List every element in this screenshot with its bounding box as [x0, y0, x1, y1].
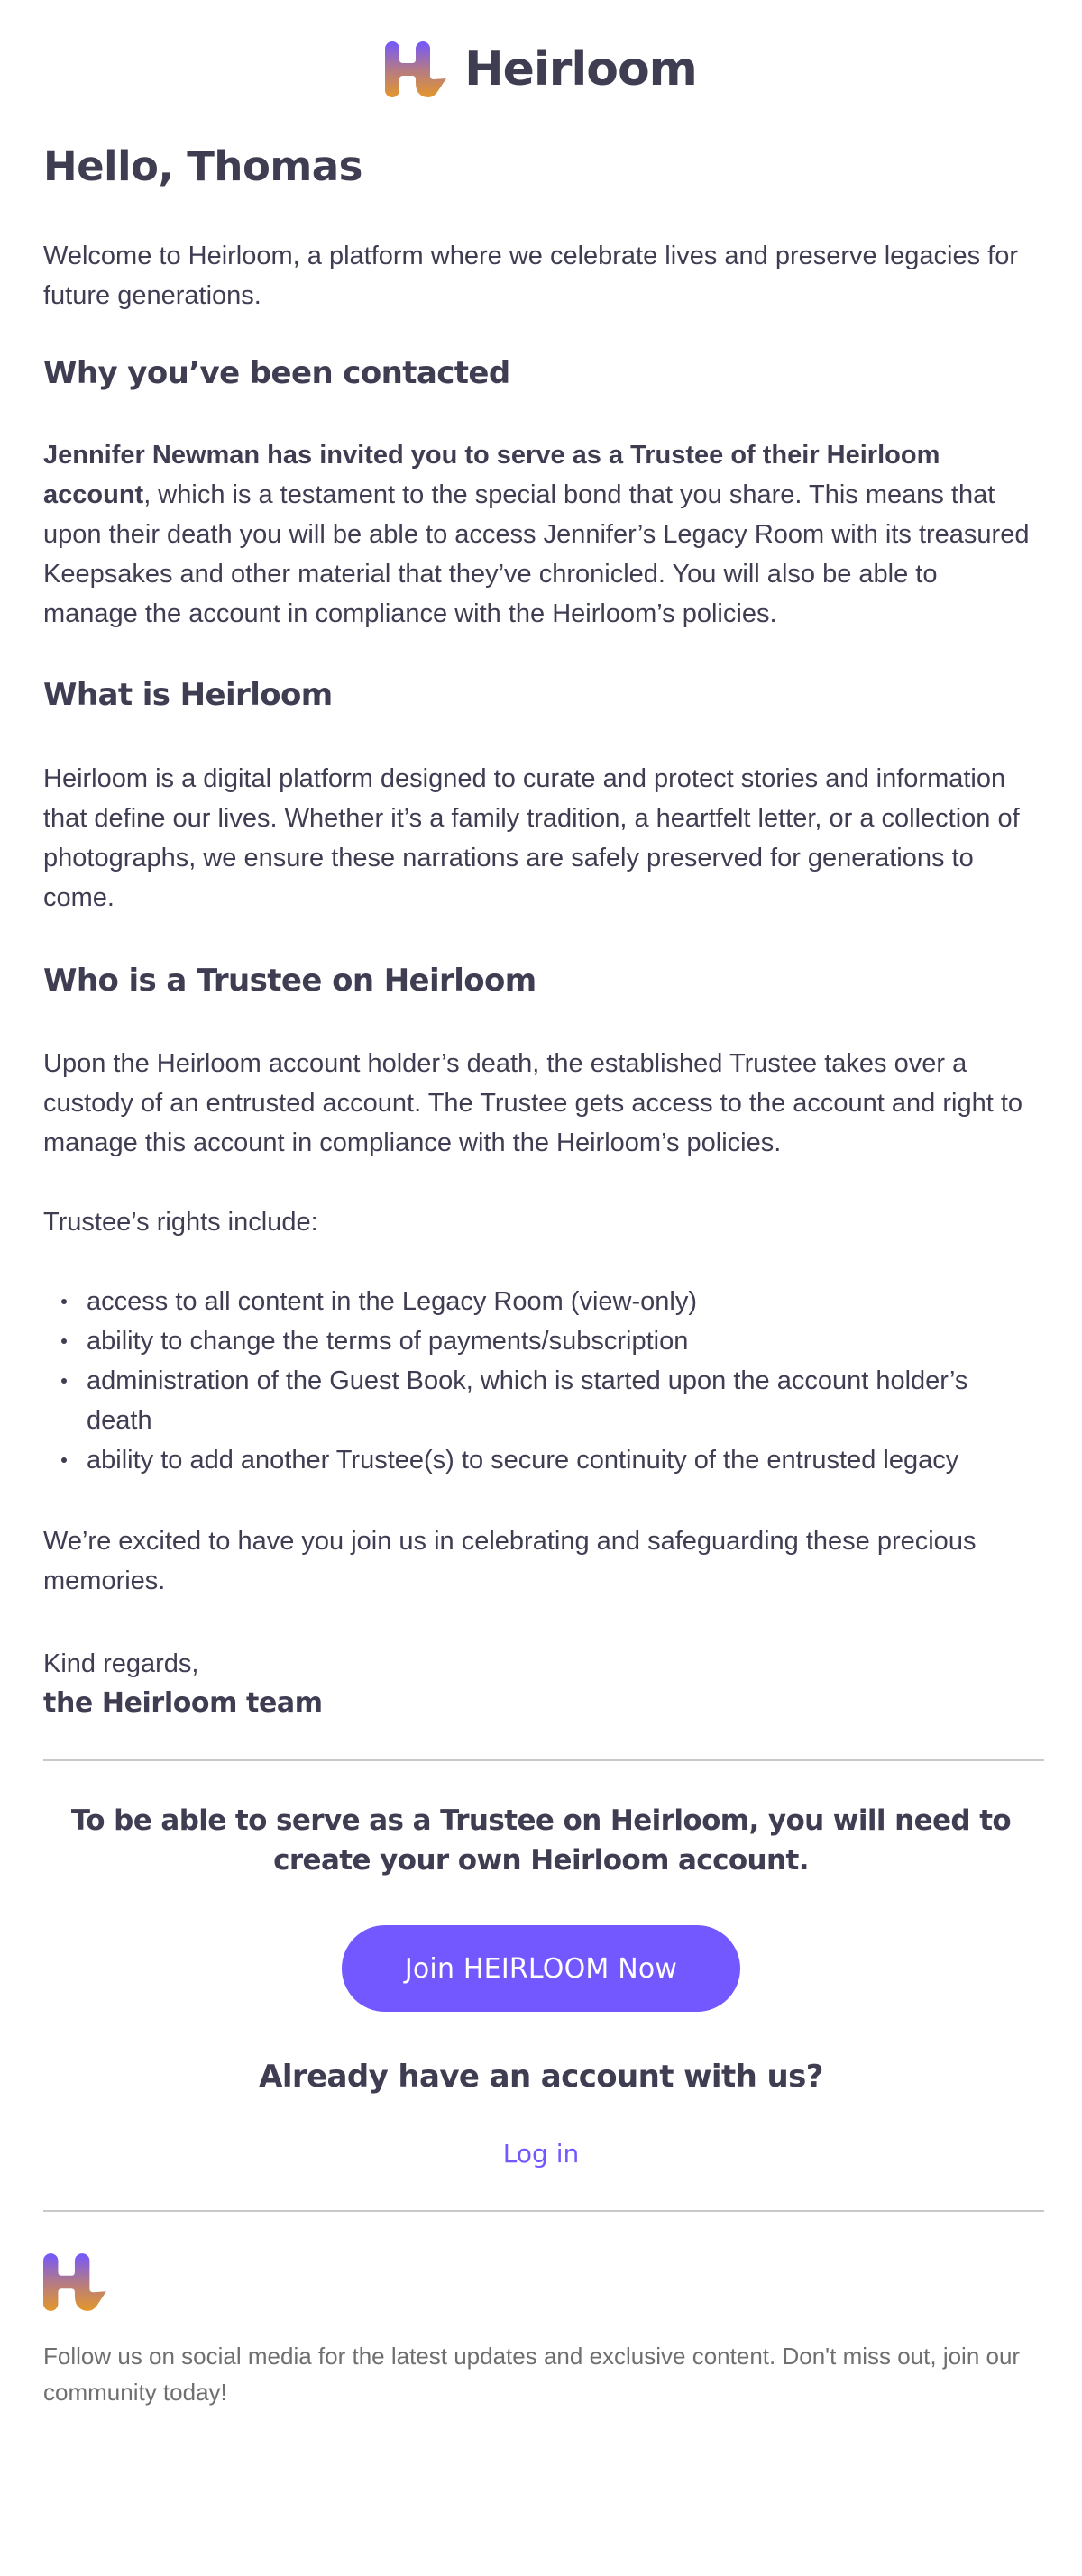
heirloom-h-logo-icon — [385, 41, 450, 97]
section-what-paragraph: Heirloom is a digital platform designed to curate and protect stories and information that define our lives. Whether it’s a family tradition, a heartfelt letter, or a collection of photographs, we ensure these narrations are safely preserved for generations to come. — [43, 763, 1020, 912]
already-have-account-heading: Already have an account with us? — [259, 2059, 823, 2096]
intro-paragraph: Welcome to Heirloom, a platform where we celebrate lives and preserve legacies for future generations. — [43, 242, 1019, 310]
rights-list-item: ability to change the terms of payments/subscription — [43, 1321, 1039, 1361]
cta-message: To be able to serve as a Trustee on Heirloom, you will need to create your own Heirloom account. — [70, 1804, 1012, 1877]
rights-list-item: ability to add another Trustee(s) to secure continuity of the entrusted legacy — [43, 1440, 1039, 1480]
cta-button-row — [43, 1925, 1039, 2012]
bottom-spacer — [43, 2410, 1039, 2444]
section-what-heading: What is Heirloom — [43, 676, 333, 713]
invitation-lead: Jennifer Newman has invited you to serve as a Trustee of their Heirloom account — [43, 440, 940, 509]
section-why-paragraph — [43, 435, 1039, 634]
greeting-heading: Hello, Thomas — [43, 142, 362, 190]
regards-line: Kind regards, — [43, 1649, 199, 1679]
brand-logo — [385, 41, 697, 97]
section-who-heading: Who is a Trustee on Heirloom — [43, 962, 536, 999]
footer-social-text: Follow us on social media for the latest updates and exclusive content. Don't miss out, join our community today! — [43, 2343, 1021, 2407]
login-row — [43, 2134, 1039, 2174]
heirloom-h-logo-icon — [43, 2253, 110, 2311]
login-link[interactable]: Log in — [502, 2139, 580, 2170]
divider — [43, 1759, 1044, 1761]
invitation-body: , which is a testament to the special bond that you share. This means that upon their death you will be able to access Jennifer’s Legacy Room with its treasured Keepsakes and other material that they’ve chronicled. You will also be able to manage the account in compliance with the Heirloom’s policies. — [43, 480, 1030, 628]
rights-intro: Trustee’s rights include: — [43, 1208, 318, 1238]
join-heirloom-button[interactable]: Join HEIRLOOM Now — [342, 1925, 740, 2012]
section-who-paragraph: Upon the Heirloom account holder’s death, the established Trustee takes over a custody of an entrusted account. The Trustee gets access to the account and right to manage this account in compliance with the Heirloom’s policies. — [43, 1049, 1023, 1158]
email-header — [43, 0, 1039, 126]
closing-paragraph: We’re excited to have you join us in celebrating and safeguarding these precious memories. — [43, 1527, 977, 1596]
section-why-heading: Why you’ve been contacted — [43, 355, 510, 391]
divider — [43, 2210, 1044, 2212]
footer — [43, 2253, 1039, 2410]
brand-name: Heirloom — [464, 42, 697, 96]
rights-list-item: administration of the Guest Book, which is started upon the account holder’s death — [43, 1361, 1039, 1440]
rights-list-item: access to all content in the Legacy Room (view-only) — [43, 1282, 1039, 1321]
signoff: the Heirloom team — [43, 1687, 323, 1720]
rights-list — [43, 1282, 1039, 1480]
